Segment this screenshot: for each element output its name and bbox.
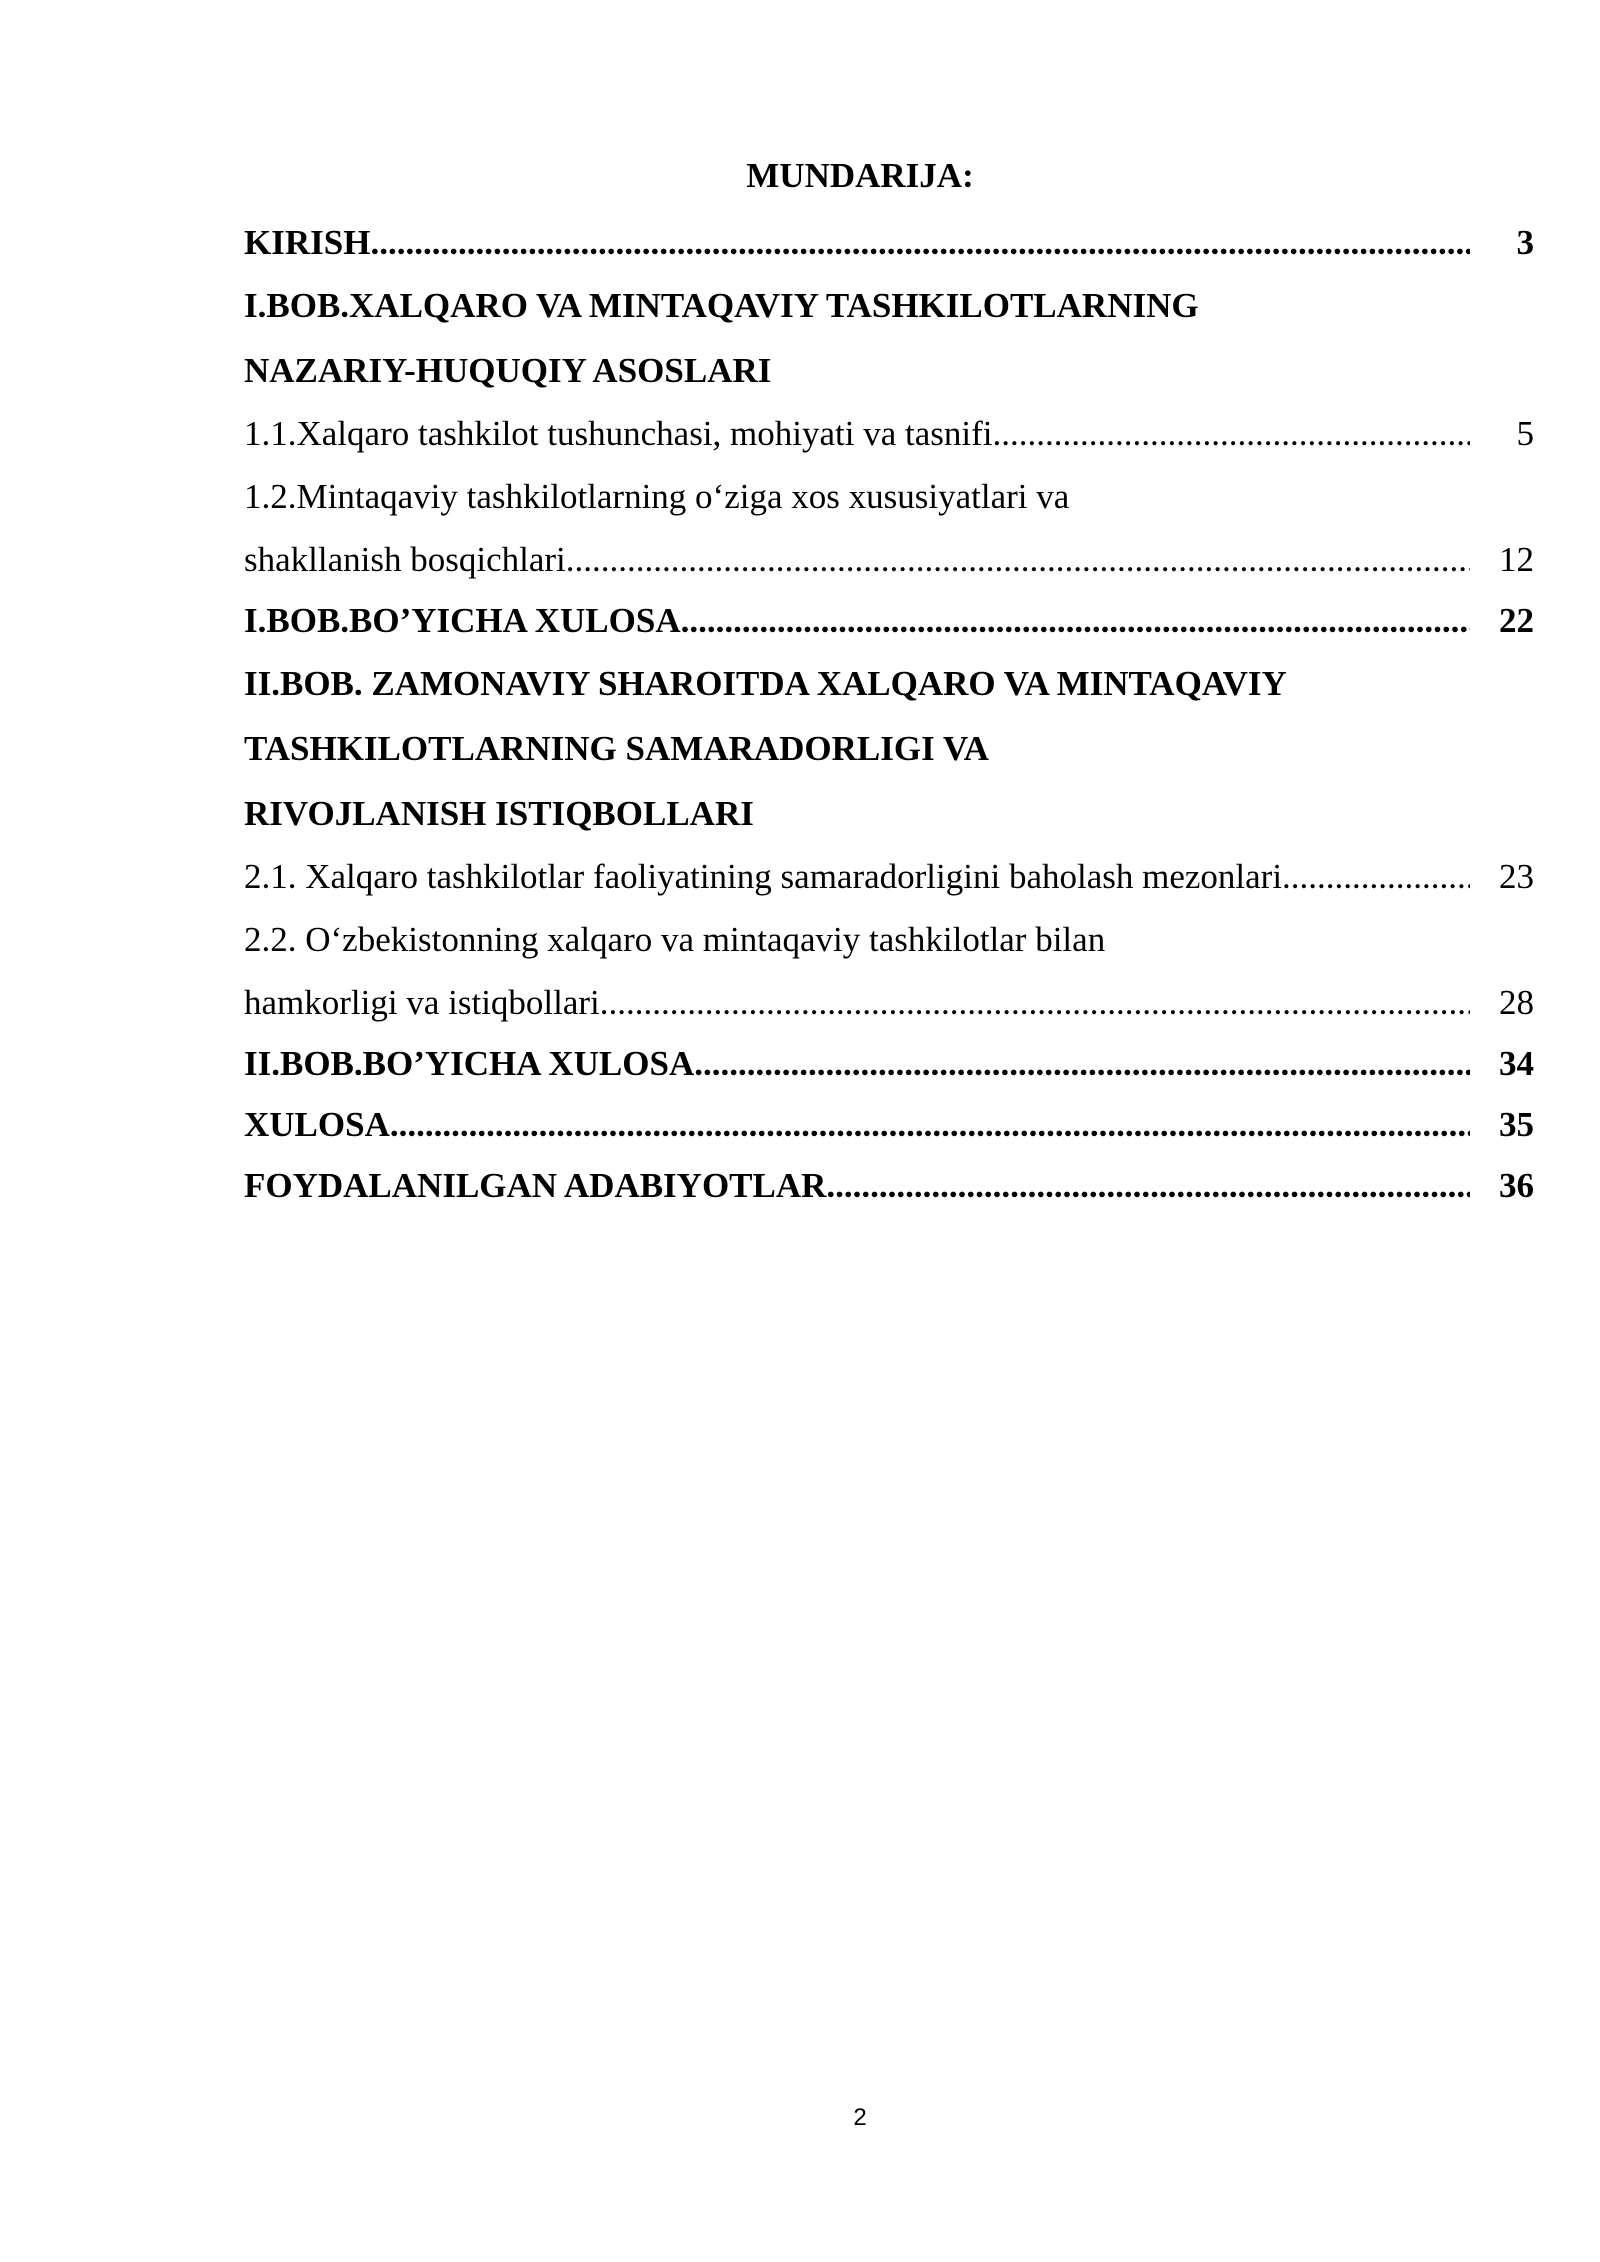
toc-entry-2-1[interactable] [244,846,1534,907]
toc-entry-text: 2.1. Xalqaro tashkilotlar faoliyatining samaradorligini baholash mezonlari [244,857,1283,896]
toc-entry-text: TASHKILOTLARNING SAMARADORLIGI VA [244,729,989,768]
table-of-contents [244,212,1534,1216]
toc-entry-text: I.BOB.BO’YICHA XULOSA [244,601,681,640]
toc-entry-page: 34 [1499,1044,1534,1083]
toc-leader-dots [681,590,1470,651]
toc-entry-chapter-1-summary[interactable] [244,590,1534,651]
toc-leader-dots [370,212,1470,273]
toc-entry-text: FOYDALANILGAN ADABIYOTLAR [244,1166,827,1205]
toc-entry-text: II.BOB. ZAMONAVIY SHAROITDA XALQARO VA MINTAQAVIY [244,664,1287,703]
toc-entry-2-2-cont[interactable] [244,972,1534,1033]
toc-entry-page: 28 [1499,983,1534,1022]
toc-entry-chapter-2-heading[interactable] [244,651,1534,716]
toc-entry-chapter-1-heading-cont[interactable] [244,338,1534,403]
toc-entry-text: shakllanish bosqichlari [244,540,566,579]
toc-entry-text: 2.2. O‘zbekistonning xalqaro va mintaqaviy tashkilotlar bilan [244,920,1106,959]
toc-leader-dots [390,1094,1470,1155]
toc-entry-page: 12 [1499,540,1534,579]
toc-entry-text: 1.1.Xalqaro tashkilot tushunchasi, mohiyati va tasnifi [244,414,993,453]
toc-leader-dots [826,1155,1470,1216]
toc-entry-1-1[interactable] [244,403,1534,464]
toc-entry-text: NAZARIY-HUQUQIY ASOSLARI [244,351,772,390]
toc-entry-text: hamkorligi va istiqbollari [244,983,600,1022]
toc-entry-page: 23 [1499,857,1534,896]
toc-entry-text: XULOSA [244,1105,390,1144]
toc-entry-1-2[interactable] [244,464,1534,529]
toc-entry-text: RIVOJLANISH ISTIQBOLLARI [244,794,754,833]
toc-entry-chapter-1-heading[interactable] [244,273,1534,338]
toc-entry-text: KIRISH [244,223,371,262]
toc-entry-2-2[interactable] [244,907,1534,972]
toc-entry-page: 36 [1499,1166,1534,1205]
page-number: 2 [853,2104,867,2131]
toc-leader-dots [566,529,1470,590]
toc-leader-dots [1282,846,1470,907]
toc-entry-page: 22 [1499,601,1534,640]
toc-entry-kirish[interactable] [244,212,1534,273]
toc-entry-text: I.BOB.XALQARO VA MINTAQAVIY TASHKILOTLARNING [244,286,1199,325]
toc-leader-dots [694,1033,1470,1094]
toc-entry-1-2-cont[interactable] [244,529,1534,590]
toc-entry-text: II.BOB.BO’YICHA XULOSA [244,1044,695,1083]
toc-entry-page: 5 [1516,414,1534,453]
toc-entry-chapter-2-summary[interactable] [244,1033,1534,1094]
toc-entry-chapter-2-heading-cont-2[interactable] [244,781,1534,846]
toc-entry-text: 1.2.Mintaqaviy tashkilotlarning o‘ziga xos xususiyatlari va [244,477,1070,516]
toc-entry-references[interactable] [244,1155,1534,1216]
toc-leader-dots [992,403,1470,464]
toc-leader-dots [600,972,1470,1033]
toc-entry-page: 35 [1499,1105,1534,1144]
toc-entry-chapter-2-heading-cont[interactable] [244,716,1534,781]
toc-entry-xulosa[interactable] [244,1094,1534,1155]
toc-entry-page: 3 [1516,223,1534,262]
toc-title: MUNDARIJA: [746,156,974,195]
